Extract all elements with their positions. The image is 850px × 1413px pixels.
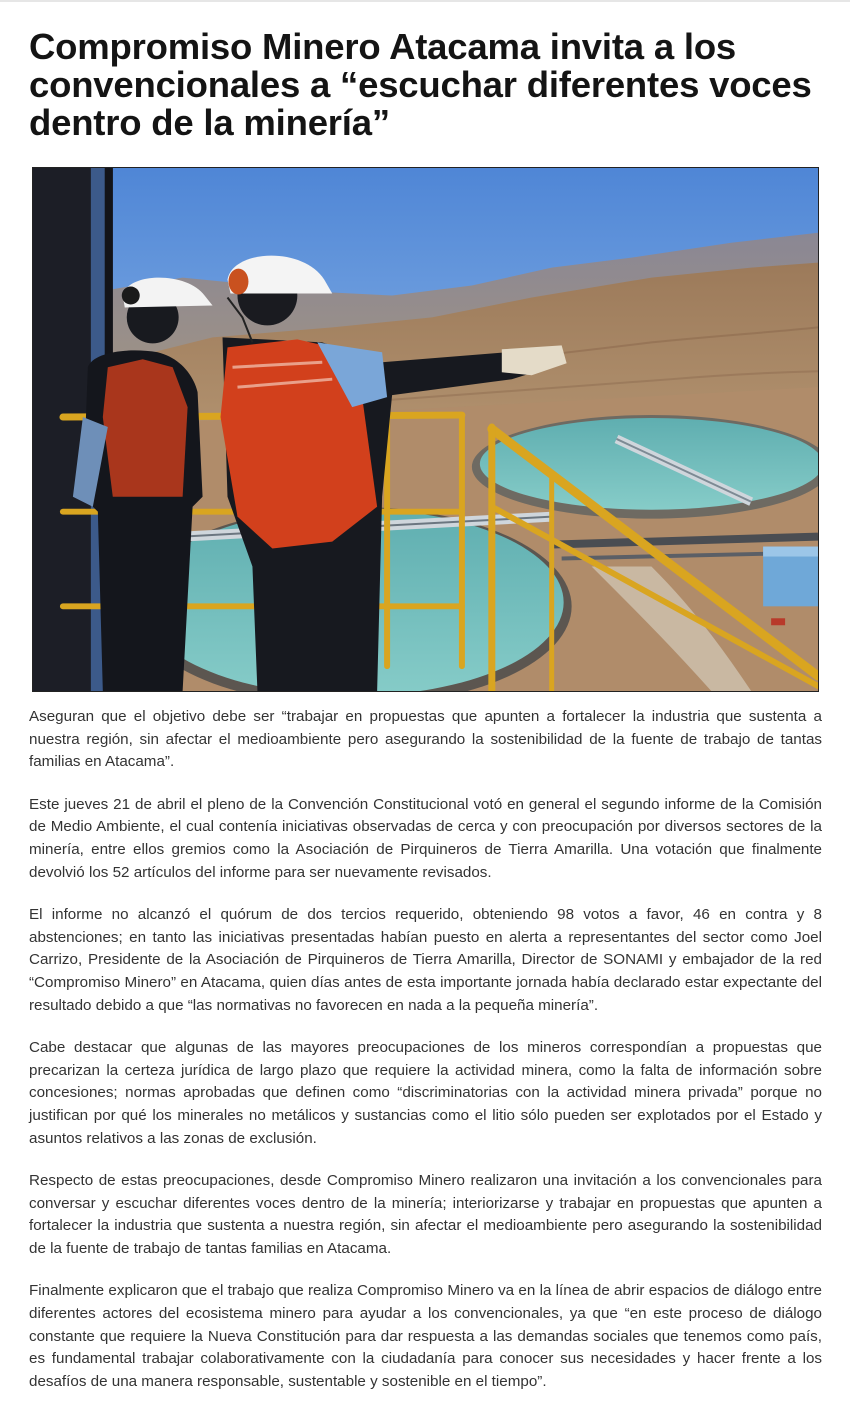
paragraph: Respecto de estas preocupaciones, desde Compromiso Minero realizaron una invitación a los convencionales para conversar y escuchar diferentes voces dentro de la minería; interiorizarse y trabajar en propuestas que apunten a fortalecer la industria que sustenta a nuestra región, sin afectar el medioambiente pero asegurando la sostenibilidad de la fuente de trabajo de tantas familias en Atacama. [29,1172,822,1257]
top-divider [0,0,850,2]
paragraph: Este jueves 21 de abril el pleno de la Convención Constitucional votó en general el segundo informe de la Comisión de Medio Ambiente, el cual contenía iniciativas observadas de cerca y con preocupación por diversos sectores de la minería, entre ellos gremios como la Asociación de Pirquineros de Tierra Amarilla. Una votación que finalmente devolvió los 52 artículos del informe para ser nuevamente revisados. [29,795,822,881]
article-title: Compromiso Minero Atacama invita a los convencionales a “escuchar diferentes voces dentro de la minería” [29,26,812,143]
article-photo [32,167,819,692]
article-body [29,706,822,1413]
paragraph: El informe no alcanzó el quórum de dos tercios requerido, obteniendo 98 votos a favor, 46 en contra y 8 abstenciones; en tanto las iniciativas presentadas habían puesto en alerta a representantes del sector como Joel Carrizo, Presidente de la Asociación de Pirquineros de Tierra Amarilla, Director de SONAMI y embajador de la red “Compromiso Minero” en Atacama, quien días antes de esta importante jornada había declarado estar expectante del resultado debido a que “las normativas no favorecen en nada a la pequeña minería”. [29,906,822,1014]
paragraph: Cabe destacar que algunas de las mayores preocupaciones de los mineros correspondían a propuestas que precarizan la certeza jurídica de largo plazo que requiere la actividad minera, como la falta de información sobre concesiones; normas aprobadas que definen como “discriminatorias con la actividad minera privada” porque no justifican por qué los minerales no metálicos y sustancias como el litio sólo pueden ser explotados por el Estado y asuntos relativos a las zonas de exclusión. [29,1039,822,1147]
paragraph: Finalmente explicaron que el trabajo que realiza Compromiso Minero va en la línea de abrir espacios de diálogo entre diferentes actores del ecosistema minero para ayudar a los convencionales, ya que “en este proceso de diálogo constante que requiere la Nueva Constitución para dar respuesta a las demandas sociales que tenemos como país, es fundamental trabajar colaborativamente con la ciudadanía para conocer sus necesidades y hacer frente a los desafíos de una manera responsable, sustentable y sostenible en el tiempo”. [29,1282,822,1390]
paragraph: Aseguran que el objetivo debe ser “trabajar en propuestas que apunten a fortalecer la industria que sustenta a nuestra región, sin afectar el medioambiente pero asegurando la sostenibilidad de la fuente de trabajo de tantas familias en Atacama”. [29,708,822,771]
